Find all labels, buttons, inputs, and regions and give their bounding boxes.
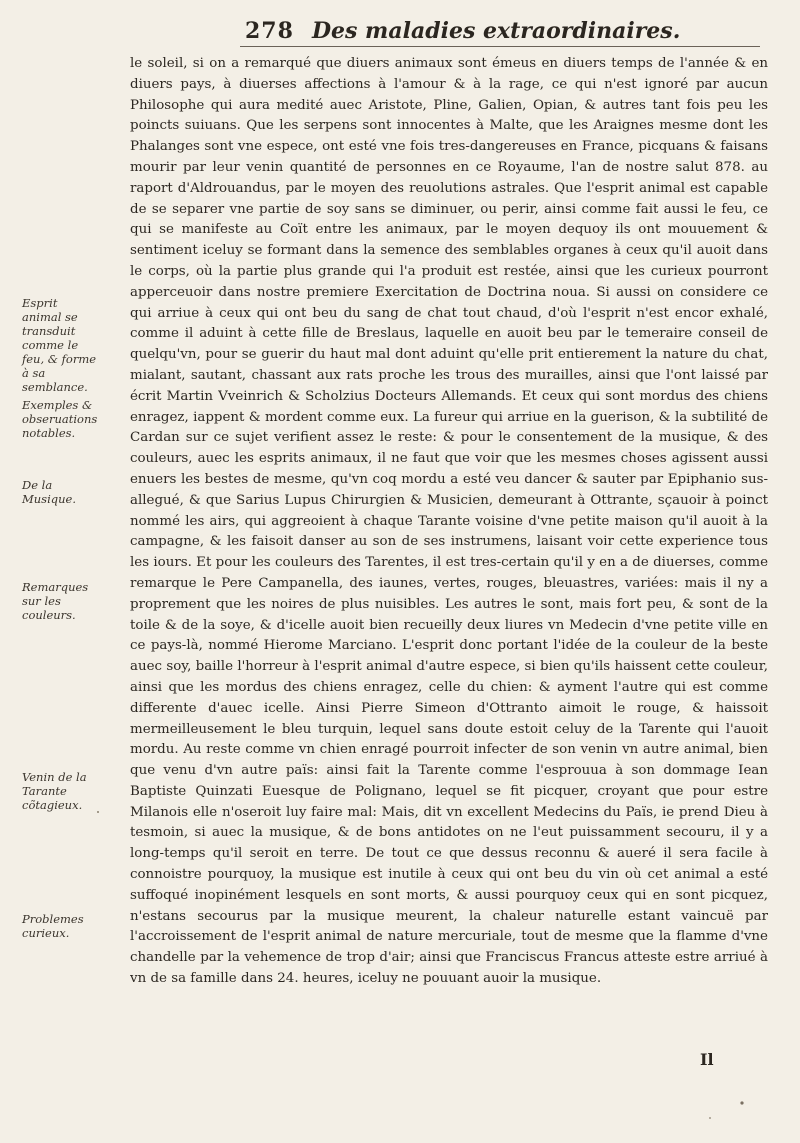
margin-notes	[0, 0, 100, 1143]
margin-note-couleurs: Remarques sur les couleurs.	[22, 580, 89, 622]
margin-note-musique: De la Musique.	[22, 478, 76, 506]
margin-note-esprit-animal: Esprit animal se transduit comme le feu, & forme à sa semblance.	[22, 296, 97, 394]
body-text	[130, 54, 768, 1114]
catchword: Il	[700, 1050, 714, 1069]
margin-note-venin: Venin de la Tarante cõtagieux.	[22, 770, 87, 812]
margin-note-problemes: Problemes curieux.	[22, 912, 84, 940]
page-header	[245, 18, 715, 48]
body-paragraph: le soleil, si on a remarqué que diuers animaux sont émeus en diuers temps de l'année & en diuers pays, à diuerses affections à l'amour & à la rage, ce qui n'est ignoré par aucun Philosophe qui aura medité auec Aristote, Pline, Galien, Opian, & autres tant fois peu les poincts suiuans. Que les serpens sont innocentes à Malte, que les Araignes mesme dont les Phalanges sont vne espece, ont esté vne fois tres-dangereuses en France, picquans & faisans mourir par leur venin quantité de personnes en ce Royaume, l'an de nostre salut 878. au raport d'Aldrouandus, par le moyen des reuolutions astrales. Que l'esprit animal est capable de se separer vne partie de soy sans se diminuer, ou perir, ainsi comme fait aussi le feu, ce qui se manifeste au Coït entre les animaux, par le moyen dequoy ils ont mouuement & sentiment iceluy se formant dans la semence des semblables organes à ceux qu'il auoit dans le corps, où la partie plus grande qui l'a produit est restée, ainsi que les curieux pourront apperceuoir dans nostre premiere Exercitation de Doctrina noua. Si aussi on considere ce qui arriue à ceux qui ont beu du sang de chat tout chaud, d'où l'esprit n'est encor exhalé, comme il aduint à cette fille de Breslaus, laquelle en auoit beu par le temeraire conseil de quelqu'vn, pour se guerir du haut mal dont aduint qu'elle prit entierement la nature du chat, mialant, sautant, chassant aux rats proche les trous des murailles, ainsi que l'ont laissé par écrit Martin Vveinrich & Scholzius Docteurs Allemands. Et ceux qui sont mordus des chiens enragez, iappent & mordent comme eux. La fureur qui arriue en la guerison, & la subtilité de Cardan sur ce sujet verifient assez le reste: & pour le consentement de la musique, & des couleurs, auec les esprits animaux, il ne faut que voir que les mesmes choses agissent aussi enuers les bestes de mesme, qu'vn coq mordu a esté veu dancer & sauter par Epiphanio sus-allegué, & que Sarius Lupus Chirurgien & Musicien, demeurant à Ottrante, sçauoir à poinct nommé les airs, qui aggreoient à chaque Tarante voisine d'vne petite maison qu'il auoit à la campagne, & les faisoit danser au son de ses instrumens, laisant voir cette experience tous les iours. Et pour les couleurs des Tarentes, il est tres-certain qu'il y en a de diuerses, comme remarque le Pere Campanella, des iaunes, vertes, rouges, bleuastres, variées: mais il ny a proprement que les noires de plus nuisibles. Les autres le sont, mais fort peu, & sont de la toile & de la soye, & d'icelle auoit bien recueilly deux liures vn Medecin d'vne petite ville en ce pays-là, nommé Hierome Marciano. L'esprit donc portant l'idée de la couleur de la beste auec soy, baille l'horreur à l'esprit animal d'autre espece, si bien qu'ils haissent cette couleur, ainsi que les mordus des chiens enragez, celle du chien: & ayment l'autre qui est comme differente d'auec icelle. Ainsi Pierre Simeon d'Ottranto aimoit le rouge, & haissoit mermeilleusement le bleu turquin, lequel sans doute estoit celuy de la Tarente qui l'auoit mordu. Au reste comme vn chien enragé pourroit infecter de son venin vn autre animal, bien que venu d'vn autre païs: ainsi fait la Tarente comme l'esprouua à son dommage Iean Baptiste Quinzati Euesque de Polignano, lequel se fit picquer, croyant que pour estre Milanois elle n'oseroit luy faire mal: Mais, dit vn excellent Medecins du Païs, ie prend Dieu à tesmoin, si auec la musique, & de bons antidotes on ne l'eut puissamment secouru, il y a long-temps qu'il seroit en terre. De tout ce que dessus reconnu & aueré il sera facile à connoistre pourquoy, la musique est inutile à ceux qui ont beu du vin où cet animal a esté suffoqué inopinément lesquels en sont morts, & aussi pourquoy ceux qui en sont picquez, n'estans secourus par la musique meurent, la chaleur naturelle estant vaincuë par l'accroissement de l'esprit animal de nature mercuriale, tout de mesme que la flamme d'vne chandelle par la vehemence de trop d'air; ainsi que Franciscus Francus atteste estre arriué à vn de sa famille dans 24. heures, iceluy ne pouuant auoir la musique.	[130, 56, 768, 987]
running-title: Des maladies extraordinaires.	[311, 18, 681, 44]
margin-note-exemples: Exemples & obseruations notables.	[22, 398, 98, 440]
page-number: 278	[245, 18, 294, 44]
header-rule	[240, 46, 760, 47]
